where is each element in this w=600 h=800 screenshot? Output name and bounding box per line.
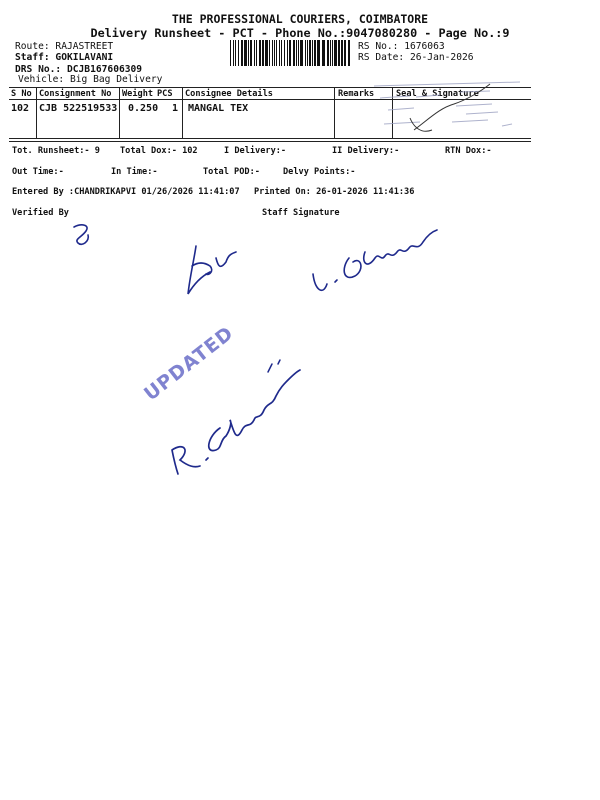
route-label: Route: RAJASTREET bbox=[15, 41, 114, 52]
col-header-weight: Weight bbox=[122, 89, 154, 99]
rs-number: RS No.: 1676063 bbox=[358, 41, 445, 52]
staff-label: Staff: GOKILAVANI bbox=[15, 52, 114, 63]
col-header-consignment: Consignment No bbox=[39, 89, 112, 99]
cell-consignment-no: CJB 522519533 bbox=[39, 103, 118, 114]
rtn-dox: RTN Dox:- bbox=[445, 146, 492, 156]
verified-initial-signature bbox=[60, 215, 120, 255]
rs-date: RS Date: 26-Jan-2026 bbox=[358, 52, 474, 63]
vehicle-label: Vehicle: Big Bag Delivery bbox=[18, 74, 163, 85]
in-time: In Time:- bbox=[111, 167, 158, 177]
col-header-seal: Seal & Signature bbox=[396, 89, 479, 99]
runsheet-subtitle: Delivery Runsheet - PCT - Phone No.:9047080280 - Page No.:9 bbox=[90, 26, 510, 40]
company-title: THE PROFESSIONAL COURIERS, COIMBATORE bbox=[171, 12, 429, 26]
drs-number: DRS No.: DCJB167606309 bbox=[15, 64, 143, 75]
cell-pcs: 1 bbox=[172, 103, 179, 114]
col-header-pcs: PCS bbox=[157, 89, 173, 99]
staff-signature bbox=[305, 212, 445, 302]
total-pod: Total POD:- bbox=[203, 167, 260, 177]
entered-by: Entered By :CHANDRIKAPVI 01/26/2026 11:41:07 bbox=[12, 187, 240, 197]
staff-signature-label: Staff Signature bbox=[262, 208, 340, 218]
delvy-points: Delvy Points:- bbox=[283, 167, 356, 177]
printed-on: Printed On: 26-01-2026 11:41:36 bbox=[254, 187, 415, 197]
ii-delivery: II Delivery:- bbox=[332, 146, 400, 156]
company-seal-stamp bbox=[370, 78, 530, 140]
updated-stamp: UPDATED bbox=[140, 322, 238, 406]
col-header-sno: S No bbox=[11, 89, 32, 99]
verified-by-signature bbox=[180, 232, 250, 302]
col-header-remarks: Remarks bbox=[338, 89, 375, 99]
barcode bbox=[229, 40, 353, 66]
i-delivery: I Delivery:- bbox=[224, 146, 287, 156]
total-dox: Total Dox:- 102 bbox=[120, 146, 198, 156]
tot-runsheet: Tot. Runsheet:- 9 bbox=[12, 146, 100, 156]
cell-sno: 102 bbox=[11, 103, 30, 114]
entered-by-signature bbox=[160, 350, 310, 480]
col-header-consignee: Consignee Details bbox=[185, 89, 273, 99]
out-time: Out Time:- bbox=[12, 167, 64, 177]
verified-by-label: Verified By bbox=[12, 208, 69, 218]
cell-weight: 0.250 bbox=[128, 103, 159, 114]
cell-consignee: MANGAL TEX bbox=[188, 103, 249, 114]
